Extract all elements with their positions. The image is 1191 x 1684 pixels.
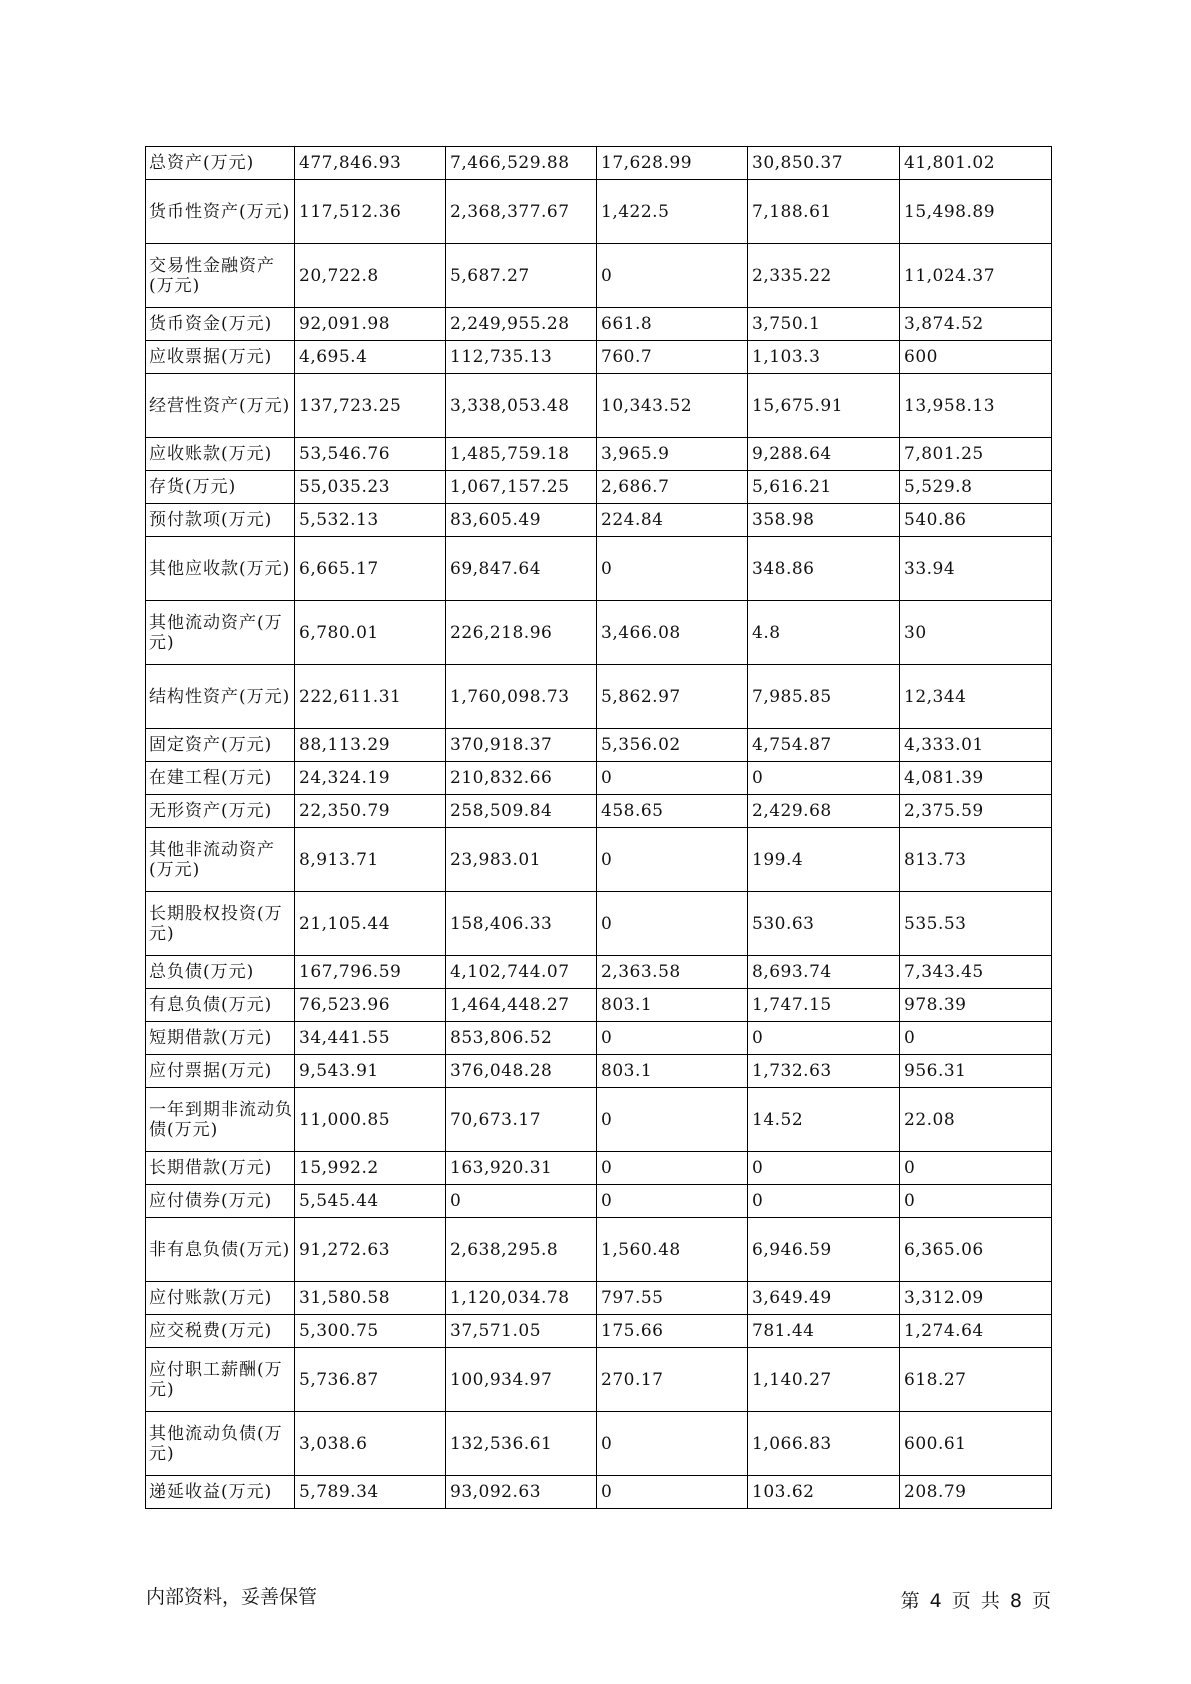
value-cell: 0 <box>748 1152 900 1185</box>
row-label: 应付票据(万元) <box>146 1055 295 1088</box>
table-row <box>146 1476 1052 1509</box>
value-cell: 226,218.96 <box>446 601 597 665</box>
value-cell: 2,375.59 <box>900 795 1052 828</box>
row-label: 存货(万元) <box>146 471 295 504</box>
table-row <box>146 1022 1052 1055</box>
value-cell: 1,422.5 <box>597 180 748 244</box>
value-cell: 53,546.76 <box>295 438 446 471</box>
value-cell: 540.86 <box>900 504 1052 537</box>
row-label: 短期借款(万元) <box>146 1022 295 1055</box>
value-cell: 3,338,053.48 <box>446 374 597 438</box>
value-cell: 199.4 <box>748 828 900 892</box>
row-label: 无形资产(万元) <box>146 795 295 828</box>
value-cell: 4.8 <box>748 601 900 665</box>
value-cell: 11,024.37 <box>900 244 1052 308</box>
value-cell: 1,747.15 <box>748 989 900 1022</box>
table-row <box>146 180 1052 244</box>
value-cell: 3,649.49 <box>748 1282 900 1315</box>
value-cell: 15,992.2 <box>295 1152 446 1185</box>
value-cell: 797.55 <box>597 1282 748 1315</box>
value-cell: 13,958.13 <box>900 374 1052 438</box>
table-row <box>146 989 1052 1022</box>
value-cell: 6,780.01 <box>295 601 446 665</box>
value-cell: 1,274.64 <box>900 1315 1052 1348</box>
row-label: 结构性资产(万元) <box>146 665 295 729</box>
value-cell: 5,687.27 <box>446 244 597 308</box>
value-cell: 15,498.89 <box>900 180 1052 244</box>
value-cell: 803.1 <box>597 989 748 1022</box>
value-cell: 5,862.97 <box>597 665 748 729</box>
table-row <box>146 1412 1052 1476</box>
row-label: 应付债券(万元) <box>146 1185 295 1218</box>
value-cell: 222,611.31 <box>295 665 446 729</box>
table-row <box>146 828 1052 892</box>
value-cell: 21,105.44 <box>295 892 446 956</box>
value-cell: 76,523.96 <box>295 989 446 1022</box>
value-cell: 4,695.4 <box>295 341 446 374</box>
value-cell: 210,832.66 <box>446 762 597 795</box>
value-cell: 0 <box>597 1022 748 1055</box>
value-cell: 1,120,034.78 <box>446 1282 597 1315</box>
value-cell: 33.94 <box>900 537 1052 601</box>
value-cell: 0 <box>597 1088 748 1152</box>
value-cell: 1,066.83 <box>748 1412 900 1476</box>
row-label: 应收账款(万元) <box>146 438 295 471</box>
value-cell: 4,754.87 <box>748 729 900 762</box>
value-cell: 7,188.61 <box>748 180 900 244</box>
table-row <box>146 1088 1052 1152</box>
row-label: 其他应收款(万元) <box>146 537 295 601</box>
value-cell: 0 <box>446 1185 597 1218</box>
value-cell: 5,616.21 <box>748 471 900 504</box>
financial-data-table <box>145 146 1052 1509</box>
value-cell: 1,464,448.27 <box>446 989 597 1022</box>
value-cell: 618.27 <box>900 1348 1052 1412</box>
value-cell: 477,846.93 <box>295 147 446 180</box>
value-cell: 70,673.17 <box>446 1088 597 1152</box>
value-cell: 6,665.17 <box>295 537 446 601</box>
value-cell: 10,343.52 <box>597 374 748 438</box>
value-cell: 0 <box>597 244 748 308</box>
value-cell: 100,934.97 <box>446 1348 597 1412</box>
value-cell: 781.44 <box>748 1315 900 1348</box>
table-row <box>146 1055 1052 1088</box>
value-cell: 760.7 <box>597 341 748 374</box>
value-cell: 258,509.84 <box>446 795 597 828</box>
row-label: 一年到期非流动负债(万元) <box>146 1088 295 1152</box>
value-cell: 12,344 <box>900 665 1052 729</box>
value-cell: 803.1 <box>597 1055 748 1088</box>
value-cell: 37,571.05 <box>446 1315 597 1348</box>
row-label: 递延收益(万元) <box>146 1476 295 1509</box>
row-label: 应交税费(万元) <box>146 1315 295 1348</box>
table-row <box>146 244 1052 308</box>
table-body <box>146 147 1052 1509</box>
value-cell: 92,091.98 <box>295 308 446 341</box>
value-cell: 956.31 <box>900 1055 1052 1088</box>
value-cell: 0 <box>748 1022 900 1055</box>
row-label: 应付账款(万元) <box>146 1282 295 1315</box>
value-cell: 41,801.02 <box>900 147 1052 180</box>
value-cell: 4,333.01 <box>900 729 1052 762</box>
table-row <box>146 956 1052 989</box>
value-cell: 0 <box>597 828 748 892</box>
value-cell: 4,081.39 <box>900 762 1052 795</box>
value-cell: 15,675.91 <box>748 374 900 438</box>
value-cell: 661.8 <box>597 308 748 341</box>
row-label: 其他流动资产(万元) <box>146 601 295 665</box>
table-row <box>146 471 1052 504</box>
value-cell: 3,874.52 <box>900 308 1052 341</box>
table-row <box>146 537 1052 601</box>
value-cell: 0 <box>900 1152 1052 1185</box>
value-cell: 376,048.28 <box>446 1055 597 1088</box>
value-cell: 20,722.8 <box>295 244 446 308</box>
table-row <box>146 1315 1052 1348</box>
value-cell: 7,466,529.88 <box>446 147 597 180</box>
value-cell: 1,140.27 <box>748 1348 900 1412</box>
value-cell: 3,750.1 <box>748 308 900 341</box>
value-cell: 358.98 <box>748 504 900 537</box>
table-row <box>146 308 1052 341</box>
row-label: 其他非流动资产(万元) <box>146 828 295 892</box>
value-cell: 1,760,098.73 <box>446 665 597 729</box>
value-cell: 0 <box>597 892 748 956</box>
row-label: 总负债(万元) <box>146 956 295 989</box>
value-cell: 370,918.37 <box>446 729 597 762</box>
table-row <box>146 795 1052 828</box>
value-cell: 0 <box>900 1022 1052 1055</box>
value-cell: 132,536.61 <box>446 1412 597 1476</box>
value-cell: 7,985.85 <box>748 665 900 729</box>
row-label: 交易性金融资产(万元) <box>146 244 295 308</box>
value-cell: 853,806.52 <box>446 1022 597 1055</box>
value-cell: 9,288.64 <box>748 438 900 471</box>
value-cell: 0 <box>597 537 748 601</box>
row-label: 长期股权投资(万元) <box>146 892 295 956</box>
value-cell: 22.08 <box>900 1088 1052 1152</box>
value-cell: 5,789.34 <box>295 1476 446 1509</box>
value-cell: 2,363.58 <box>597 956 748 989</box>
value-cell: 530.63 <box>748 892 900 956</box>
value-cell: 8,913.71 <box>295 828 446 892</box>
table-row <box>146 374 1052 438</box>
value-cell: 3,312.09 <box>900 1282 1052 1315</box>
value-cell: 2,368,377.67 <box>446 180 597 244</box>
value-cell: 1,732.63 <box>748 1055 900 1088</box>
value-cell: 88,113.29 <box>295 729 446 762</box>
value-cell: 1,103.3 <box>748 341 900 374</box>
value-cell: 137,723.25 <box>295 374 446 438</box>
value-cell: 30,850.37 <box>748 147 900 180</box>
value-cell: 4,102,744.07 <box>446 956 597 989</box>
value-cell: 31,580.58 <box>295 1282 446 1315</box>
row-label: 其他流动负债(万元) <box>146 1412 295 1476</box>
value-cell: 117,512.36 <box>295 180 446 244</box>
value-cell: 17,628.99 <box>597 147 748 180</box>
table-row <box>146 341 1052 374</box>
value-cell: 6,365.06 <box>900 1218 1052 1282</box>
row-label: 总资产(万元) <box>146 147 295 180</box>
value-cell: 208.79 <box>900 1476 1052 1509</box>
value-cell: 0 <box>748 1185 900 1218</box>
value-cell: 1,485,759.18 <box>446 438 597 471</box>
value-cell: 91,272.63 <box>295 1218 446 1282</box>
row-label: 长期借款(万元) <box>146 1152 295 1185</box>
value-cell: 535.53 <box>900 892 1052 956</box>
table-row <box>146 1152 1052 1185</box>
value-cell: 2,249,955.28 <box>446 308 597 341</box>
value-cell: 6,946.59 <box>748 1218 900 1282</box>
table-row <box>146 438 1052 471</box>
value-cell: 5,545.44 <box>295 1185 446 1218</box>
value-cell: 0 <box>597 1185 748 1218</box>
value-cell: 22,350.79 <box>295 795 446 828</box>
table-row <box>146 601 1052 665</box>
value-cell: 11,000.85 <box>295 1088 446 1152</box>
value-cell: 30 <box>900 601 1052 665</box>
value-cell: 813.73 <box>900 828 1052 892</box>
value-cell: 163,920.31 <box>446 1152 597 1185</box>
value-cell: 2,638,295.8 <box>446 1218 597 1282</box>
value-cell: 1,067,157.25 <box>446 471 597 504</box>
table-row <box>146 1185 1052 1218</box>
value-cell: 0 <box>597 1476 748 1509</box>
row-label: 应收票据(万元) <box>146 341 295 374</box>
value-cell: 978.39 <box>900 989 1052 1022</box>
value-cell: 2,429.68 <box>748 795 900 828</box>
row-label: 货币资金(万元) <box>146 308 295 341</box>
value-cell: 224.84 <box>597 504 748 537</box>
value-cell: 5,356.02 <box>597 729 748 762</box>
row-label: 应付职工薪酬(万元) <box>146 1348 295 1412</box>
value-cell: 7,801.25 <box>900 438 1052 471</box>
value-cell: 600 <box>900 341 1052 374</box>
value-cell: 55,035.23 <box>295 471 446 504</box>
row-label: 经营性资产(万元) <box>146 374 295 438</box>
table-row <box>146 1348 1052 1412</box>
value-cell: 24,324.19 <box>295 762 446 795</box>
value-cell: 348.86 <box>748 537 900 601</box>
value-cell: 5,529.8 <box>900 471 1052 504</box>
value-cell: 103.62 <box>748 1476 900 1509</box>
confidential-note: 内部资料，妥善保管 <box>146 1586 318 1608</box>
value-cell: 112,735.13 <box>446 341 597 374</box>
table-row <box>146 504 1052 537</box>
value-cell: 158,406.33 <box>446 892 597 956</box>
value-cell: 34,441.55 <box>295 1022 446 1055</box>
value-cell: 3,466.08 <box>597 601 748 665</box>
table-row <box>146 147 1052 180</box>
table-row <box>146 1218 1052 1282</box>
row-label: 预付款项(万元) <box>146 504 295 537</box>
value-cell: 1,560.48 <box>597 1218 748 1282</box>
value-cell: 3,038.6 <box>295 1412 446 1476</box>
value-cell: 83,605.49 <box>446 504 597 537</box>
value-cell: 93,092.63 <box>446 1476 597 1509</box>
value-cell: 2,335.22 <box>748 244 900 308</box>
value-cell: 458.65 <box>597 795 748 828</box>
value-cell: 23,983.01 <box>446 828 597 892</box>
table-row <box>146 762 1052 795</box>
value-cell: 175.66 <box>597 1315 748 1348</box>
value-cell: 9,543.91 <box>295 1055 446 1088</box>
row-label: 货币性资产(万元) <box>146 180 295 244</box>
row-label: 在建工程(万元) <box>146 762 295 795</box>
table-row <box>146 892 1052 956</box>
value-cell: 8,693.74 <box>748 956 900 989</box>
value-cell: 14.52 <box>748 1088 900 1152</box>
value-cell: 600.61 <box>900 1412 1052 1476</box>
table-row <box>146 665 1052 729</box>
row-label: 非有息负债(万元) <box>146 1218 295 1282</box>
table-row <box>146 1282 1052 1315</box>
value-cell: 2,686.7 <box>597 471 748 504</box>
value-cell: 0 <box>597 762 748 795</box>
value-cell: 5,300.75 <box>295 1315 446 1348</box>
value-cell: 5,532.13 <box>295 504 446 537</box>
value-cell: 0 <box>900 1185 1052 1218</box>
value-cell: 69,847.64 <box>446 537 597 601</box>
table-row <box>146 729 1052 762</box>
value-cell: 0 <box>597 1152 748 1185</box>
value-cell: 3,965.9 <box>597 438 748 471</box>
value-cell: 0 <box>748 762 900 795</box>
value-cell: 270.17 <box>597 1348 748 1412</box>
row-label: 固定资产(万元) <box>146 729 295 762</box>
value-cell: 7,343.45 <box>900 956 1052 989</box>
row-label: 有息负债(万元) <box>146 989 295 1022</box>
value-cell: 5,736.87 <box>295 1348 446 1412</box>
value-cell: 167,796.59 <box>295 956 446 989</box>
page-number: 第 4 页 共 8 页 <box>900 1590 1051 1612</box>
value-cell: 0 <box>597 1412 748 1476</box>
